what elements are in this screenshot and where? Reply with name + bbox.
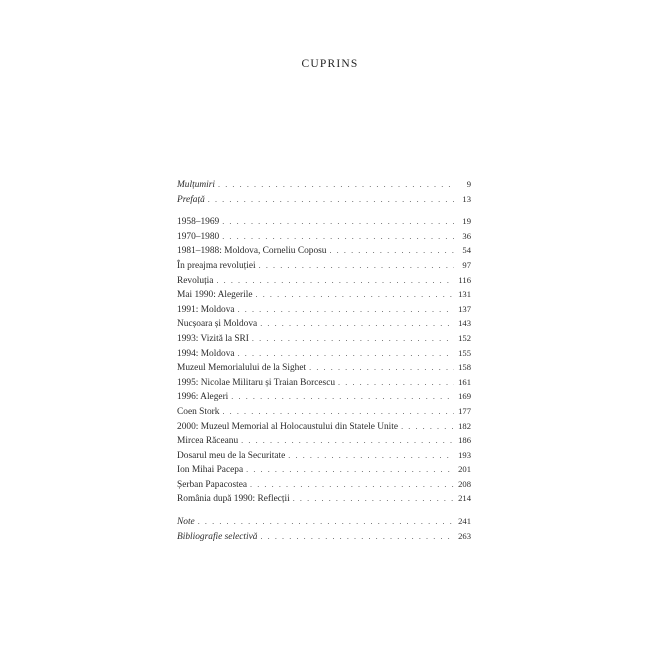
toc-entry — [177, 491, 471, 506]
dot-leader — [231, 390, 454, 405]
toc-entry-title: Dosarul meu de la Securitate — [177, 450, 286, 461]
toc-entry-title: Mircea Răceanu — [177, 436, 239, 447]
toc-entry — [177, 287, 471, 302]
dot-leader — [246, 463, 454, 478]
toc-entry-page-number: 54 — [462, 245, 471, 256]
toc-entry-title: 1970–1980 — [177, 231, 220, 242]
toc-back-matter — [177, 514, 471, 543]
toc-entry — [177, 477, 471, 492]
toc-entry — [177, 389, 471, 404]
toc-entry — [177, 331, 471, 346]
toc-entry — [177, 529, 471, 544]
toc-entry-title: Mai 1990: Alegerile — [177, 290, 253, 301]
toc-entry-page-number: 182 — [458, 420, 471, 431]
toc-entry — [177, 177, 471, 192]
toc-entry-page-number: 36 — [462, 230, 471, 241]
dot-leader — [260, 317, 454, 332]
toc-entry-page-number: 208 — [458, 478, 471, 489]
toc-entry-page-number: 263 — [458, 530, 471, 541]
toc-entry — [177, 229, 471, 244]
dot-leader — [288, 449, 454, 464]
dot-leader — [309, 361, 454, 376]
toc-entry-page-number: 9 — [466, 179, 471, 189]
toc-entry-title: Șerban Papacostea — [177, 479, 248, 490]
toc-entry-title: 1991: Moldova — [177, 304, 235, 315]
toc-entry — [177, 375, 471, 390]
toc-entry-page-number: 169 — [458, 391, 471, 402]
dot-leader — [252, 332, 454, 347]
toc-entry — [177, 258, 471, 273]
toc-entry-title: România după 1990: Reflecții — [177, 494, 290, 505]
toc-entry-page-number: 214 — [458, 493, 471, 504]
toc-entry-title: Ion Mihai Pacepa — [177, 465, 244, 476]
toc-entry-title: 1958–1969 — [177, 217, 220, 228]
toc-entry-page-number: 116 — [458, 274, 471, 285]
toc-entry-page-number: 193 — [458, 449, 471, 460]
toc-entry-title: Revoluția — [177, 275, 214, 286]
toc-entry — [177, 360, 471, 375]
toc-entry — [177, 462, 471, 477]
toc-entry — [177, 419, 471, 434]
toc-entry-title: Muzeul Memorialului de la Sighet — [177, 363, 307, 374]
toc-entry-page-number: 152 — [458, 332, 471, 343]
toc-entry — [177, 448, 471, 463]
toc-entry-page-number: 177 — [458, 405, 471, 416]
toc-entry — [177, 214, 471, 229]
toc-entry-page-number: 131 — [458, 289, 471, 300]
toc-entry-page-number: 155 — [458, 347, 471, 358]
dot-leader — [260, 530, 454, 545]
toc-entry — [177, 404, 471, 419]
toc-entry-title: Nucșoara și Moldova — [177, 319, 258, 330]
dot-leader — [222, 405, 454, 420]
toc-entry-title: Coen Stork — [177, 406, 220, 417]
dot-leader — [222, 215, 454, 230]
toc-entry-page-number: 241 — [458, 516, 471, 527]
toc-front-matter — [177, 177, 471, 206]
dot-leader — [256, 288, 454, 303]
toc-entry — [177, 192, 471, 207]
toc-entry-page-number: 158 — [458, 362, 471, 373]
toc-entry — [177, 514, 471, 529]
dot-leader — [198, 515, 454, 530]
toc-entry-title: 2000: Muzeul Memorial al Holocaustului din Statele Unite — [177, 421, 399, 432]
dot-leader — [208, 193, 454, 208]
dot-leader — [238, 303, 454, 318]
table-of-contents — [177, 177, 471, 543]
toc-entry-page-number: 143 — [458, 318, 471, 329]
toc-entry-title: 1981–1988: Moldova, Corneliu Coposu — [177, 246, 327, 257]
toc-entry-page-number: 97 — [462, 259, 471, 270]
dot-leader — [401, 420, 454, 435]
toc-entry — [177, 346, 471, 361]
toc-entry-page-number: 161 — [458, 376, 471, 387]
toc-entry-title: 1994: Moldova — [177, 348, 235, 359]
dot-leader — [222, 230, 454, 245]
toc-entry-title: În preajma revoluției — [177, 260, 256, 271]
dot-leader — [338, 376, 454, 391]
toc-entry-title: Bibliografie selectivă — [177, 531, 258, 542]
dot-leader — [241, 434, 454, 449]
dot-leader — [259, 259, 454, 274]
toc-entry-title: Note — [177, 517, 195, 528]
toc-chapters — [177, 214, 471, 506]
dot-leader — [238, 347, 454, 362]
toc-entry — [177, 316, 471, 331]
dot-leader — [293, 492, 454, 507]
dot-leader — [218, 178, 454, 193]
dot-leader — [250, 478, 454, 493]
toc-entry-page-number: 137 — [458, 303, 471, 314]
toc-entry — [177, 433, 471, 448]
dot-leader — [216, 274, 454, 289]
toc-entry — [177, 273, 471, 288]
toc-entry-title: 1993: Vizită la SRI — [177, 333, 249, 344]
toc-entry-title: 1995: Nicolae Militaru și Traian Borcescu — [177, 377, 336, 388]
toc-entry-title: 1996: Alegeri — [177, 392, 229, 403]
toc-entry — [177, 302, 471, 317]
toc-entry-title: Mulțumiri — [177, 180, 216, 190]
toc-entry-title: Prefață — [177, 194, 205, 205]
dot-leader — [329, 244, 454, 259]
page-title: CUPRINS — [301, 58, 359, 70]
toc-entry-page-number: 13 — [462, 193, 471, 204]
toc-entry-page-number: 201 — [458, 464, 471, 475]
toc-entry-page-number: 19 — [462, 216, 471, 227]
toc-entry-page-number: 186 — [458, 435, 471, 446]
toc-entry — [177, 243, 471, 258]
